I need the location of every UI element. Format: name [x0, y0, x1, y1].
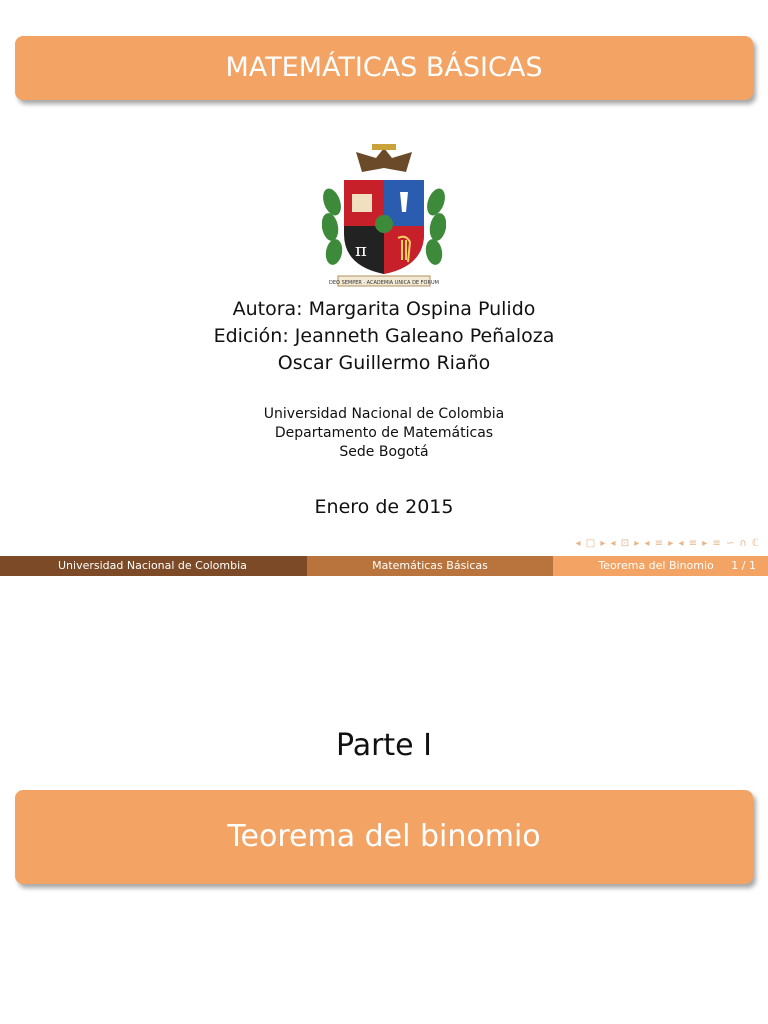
footer-topic — [553, 556, 768, 576]
part-heading: Parte I — [335, 728, 433, 763]
footer-institution: Universidad Nacional de Colombia — [0, 556, 307, 576]
slide-title-box — [15, 36, 753, 100]
footer-course: Matemáticas Básicas — [307, 556, 553, 576]
institution-line: Universidad Nacional de Colombia — [263, 406, 505, 422]
crest-motto: DEO SEMPER · ACADEMIA UNICA DE FORUM — [329, 280, 439, 286]
beamer-navigation-icons[interactable]: ◂ □ ▸ ◂ ⊡ ▸ ◂ ≡ ▸ ◂ ≡ ▸ ≡ ∽ ∩ ℂ — [575, 538, 760, 549]
editor-line: Edición: Jeanneth Galeano Peñaloza — [213, 325, 555, 347]
department-line: Departamento de Matemáticas — [274, 425, 494, 441]
svg-text:π: π — [355, 240, 367, 261]
institution-block — [0, 405, 768, 462]
author-line: Autora: Margarita Ospina Pulido — [232, 298, 536, 320]
editor-line-2: Oscar Guillermo Riaño — [277, 352, 491, 374]
part-title-box — [15, 790, 753, 884]
part-title: Teorema del binomio — [227, 819, 541, 854]
part-slide — [0, 576, 768, 1024]
date-line: Enero de 2015 — [314, 496, 454, 518]
university-crest-logo — [322, 142, 446, 290]
slide-footer — [0, 556, 768, 576]
campus-line: Sede Bogotá — [339, 444, 429, 460]
slide-title: MATEMÁTICAS BÁSICAS — [225, 52, 543, 83]
footer-page-number: 1 / 1 — [731, 559, 756, 572]
footer-topic-label: Teorema del Binomio — [598, 559, 714, 572]
author-block — [0, 296, 768, 377]
